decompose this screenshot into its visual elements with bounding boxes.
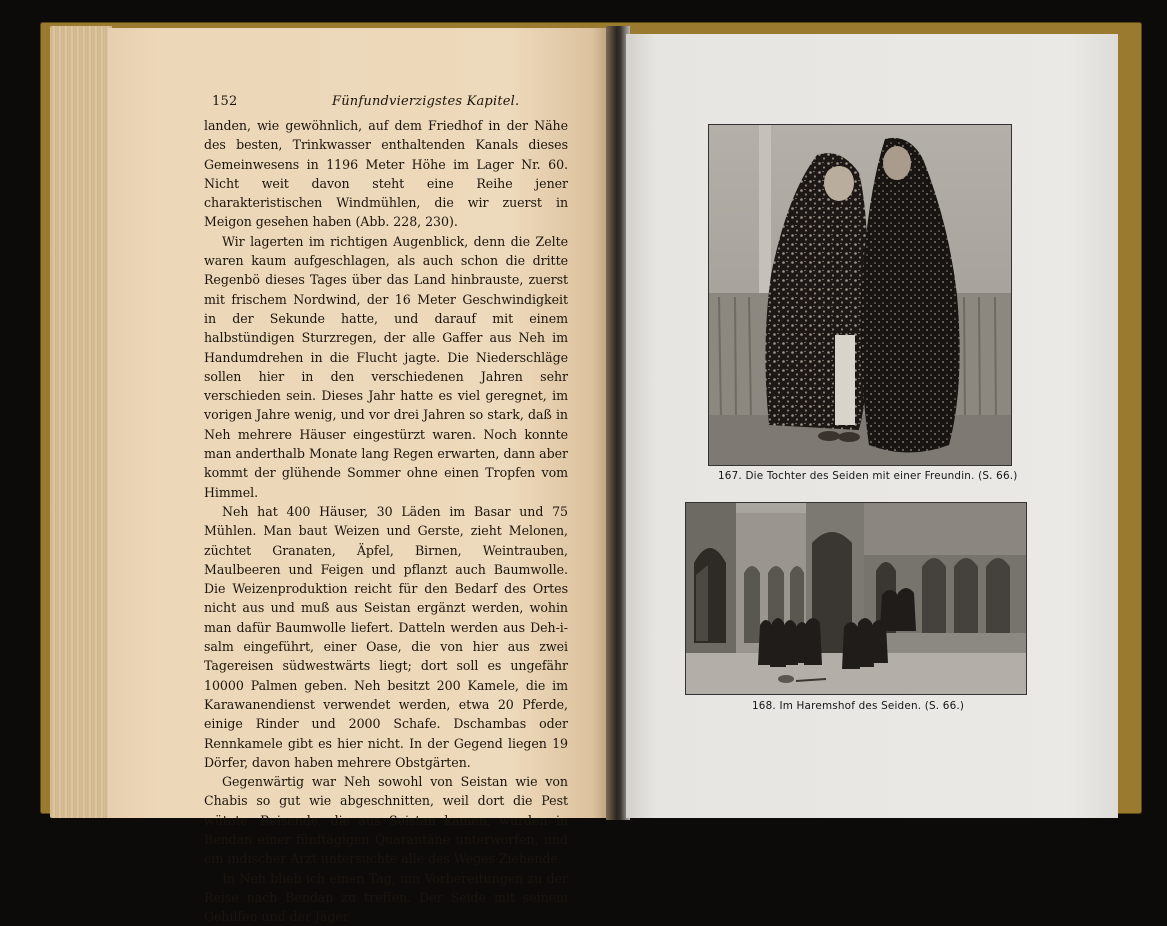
running-head (212, 94, 556, 112)
photo-harem-courtyard (685, 502, 1027, 695)
page-number: 152 (212, 94, 238, 109)
paragraph: In Neh blieb ich einen Tag, um Vorbereitungen zu der Reise nach Bendan zu treffen. Der Seide mit seinem Gehilfen und der Jäger (204, 870, 568, 925)
page-edges (50, 26, 112, 818)
left-page (108, 28, 612, 925)
body-text (204, 116, 568, 925)
paragraph: Wir lagerten im richtigen Augenblick, denn die Zelte waren kaum aufgeschlagen, als auch schon die dritte Regenbö dieses Tages über das Land hinbrauste, zuerst mit frischem Nordwind, der 16 Meter Geschwindigkeit in der Sekunde hatte, und darauf mit einem halbstündigen Sturzregen, der alle Gaffer aus Neh im Handumdrehen in die Flucht jagte. Die Niederschläge sollen hier in den verschiedenen Jahren sehr verschieden sein. Dieses Jahr hatte es viel geregnet, im vorigen Jahre wenig, und vor drei Jahren so stark, daß in Neh mehrere Häuser eingestürzt waren. Noch konnte man anderthalb Monate lang Regen erwarten, dann aber kommt der glühende Sommer ohne einen Tropfen vom Himmel. (204, 233, 568, 500)
figure-caption-167: 167. Die Tochter des Seiden mit einer Freundin. (S. 66.) (718, 470, 1018, 482)
paragraph: Gegenwärtig war Neh sowohl von Seistan wie von Chabis so gut wie abgeschnitten, weil dort die Pest wütete. Reisende, die aus Seistan kamen, wurden in Bendan einer fünftägigen Quarantäne unterworfen, und ein indischer Arzt untersuchte alle des Weges Ziehende. (204, 774, 568, 867)
figure-caption-168: 168. Im Haremshof des Seiden. (S. 66.) (752, 700, 965, 712)
right-page (626, 34, 1118, 818)
photo-harem-courtyard-image (686, 503, 1026, 694)
chapter-title: Fünfundvierzigstes Kapitel. (332, 94, 520, 109)
paragraph: Neh hat 400 Häuser, 30 Läden im Basar und 75 Mühlen. Man baut Weizen und Gerste, zieht Melonen, züchtet Granaten, Äpfel, Birnen, Weintrauben, Maulbeeren und Feigen und pflanzt auch Baumwolle. Die Weizenproduktion reicht für den Bedarf des Ortes nicht aus und muß aus Seistan ergänzt werden, wohin man dafür Baumwolle liefert. Datteln werden aus Deh-i-salm eingeführt, einer Oase, die von hier aus zwei Tagereisen südwestwärts liegt; dort soll es ungefähr 10000 Palmen geben. Neh besitzt 200 Kamele, die im Karawanendienst verwendet werden, etwa 20 Pferde, einige Rinder und 2000 Schafe. Dschambas oder Rennkamele gibt es hier nicht. In der Gegend liegen 19 Dörfer, davon haben mehrere Obstgärten. (204, 503, 568, 770)
paragraph: landen, wie gewöhnlich, auf dem Friedhof in der Nähe des besten, Trinkwasser enthaltenden Kanals dieses Gemeinwesens in 1196 Meter Höhe im Lager Nr. 60. Nicht weit davon steht eine Reihe jener charakteristischen Windmühlen, die wir zuerst in Meigon gesehen haben (Abb. 228, 230). (204, 118, 568, 230)
photo-two-girls (708, 124, 1012, 466)
photo-two-girls-image (709, 125, 1011, 465)
